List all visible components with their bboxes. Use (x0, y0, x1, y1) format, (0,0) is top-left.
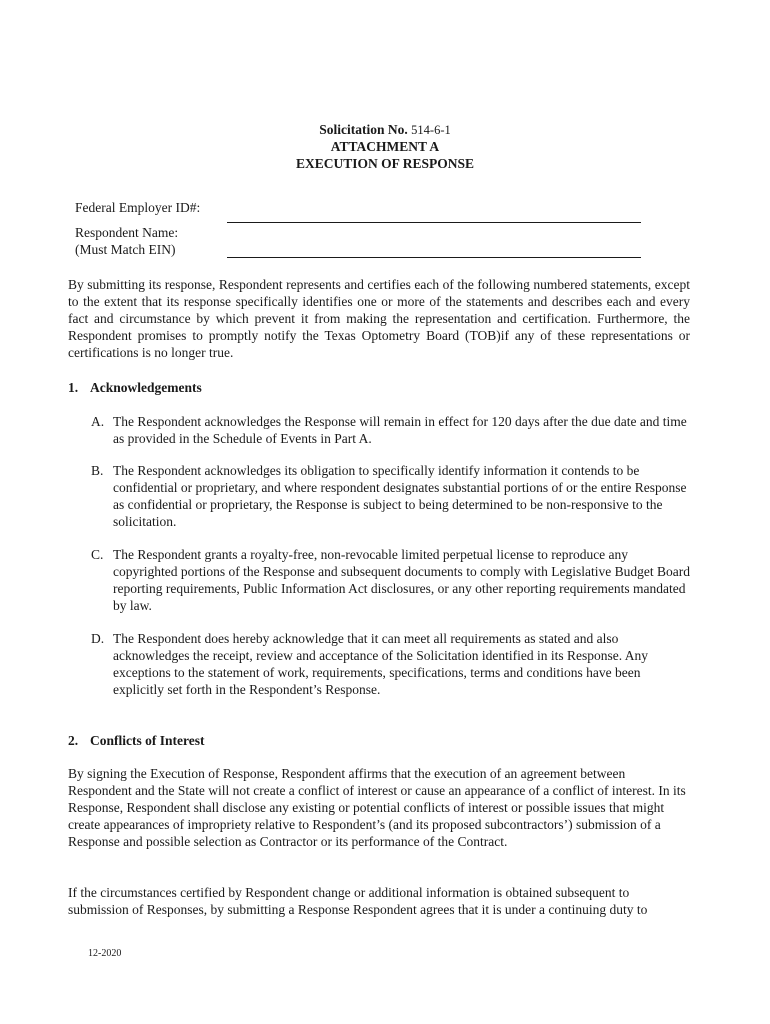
item-text: The Respondent acknowledges its obligation to specifically identify information it contends to be confidential or proprietary, and where respondent designates substantial portions of or the entire Response as confidential or proprietary, the Response is subject to being determined to be non-responsive to the solicitation. (113, 463, 687, 529)
acknowledgement-item-a (91, 413, 691, 447)
item-text: The Respondent acknowledges the Response will remain in effect for 120 days after the due date and time as provided in the Schedule of Events in Part A. (113, 414, 687, 446)
section-2-heading (68, 732, 204, 749)
acknowledgement-item-b (91, 462, 691, 530)
respondent-name-line[interactable] (227, 257, 641, 258)
section-2-number: 2. (68, 733, 79, 748)
section-1-title: Acknowledgements (90, 380, 202, 395)
revision-date: 12-2020 (88, 948, 122, 959)
conflicts-paragraph-2: If the circumstances certified by Respondent change or additional information is obtained subsequent to submission of Responses, by submitting a Response Respondent agrees that it is under a continuing duty to (68, 885, 648, 917)
document-title: EXECUTION OF RESPONSE (295, 156, 475, 171)
item-text: The Respondent grants a royalty-free, non-revocable limited perpetual license to reproduce any copyrighted portions of the Response and subsequent documents to comply with Legislative Budget Board reporting requirements, Public Information Act disclosures, or any other reporting requirements mandated by law. (113, 547, 691, 613)
section-1-number: 1. (68, 380, 79, 395)
section-1-heading (68, 379, 202, 396)
item-letter: A. (91, 414, 105, 429)
federal-employer-id-line[interactable] (227, 222, 641, 223)
item-letter: C. (91, 547, 104, 562)
item-text: The Respondent does hereby acknowledge that it can meet all requirements as stated and also acknowledges the receipt, review and acceptance of the Solicitation identified in its Response. Any exceptions to the statement of work, requirements, specifications, terms and conditions have been explicitly set forth in the Respondent’s Response. (113, 631, 648, 697)
solicitation-line (0, 121, 770, 139)
attachment-heading: ATTACHMENT A (330, 139, 440, 154)
section-2-title: Conflicts of Interest (90, 733, 205, 748)
acknowledgement-item-c (91, 546, 691, 614)
respondent-name-note: (Must Match EIN) (75, 242, 176, 257)
federal-employer-id-label: Federal Employer ID#: (75, 200, 201, 215)
solicitation-label: Solicitation No. (319, 122, 408, 137)
respondent-name-label: Respondent Name: (75, 225, 179, 240)
solicitation-number: 514-6-1 (411, 123, 451, 137)
item-letter: B. (91, 463, 104, 478)
acknowledgement-item-d (91, 630, 691, 698)
conflicts-paragraph-1: By signing the Execution of Response, Respondent affirms that the execution of an agreement between Respondent and the State will not create a conflict of interest or cause an appearance of a conflict of interest. In its Response, Respondent shall disclose any existing or potential conflicts of interest or possible issues that might create appearances of impropriety relative to Respondent’s (and its proposed subcontractors’) submission of a Response and possible selection as Contractor or its performance of the Contract. (68, 766, 686, 849)
item-letter: D. (91, 631, 105, 646)
intro-paragraph: By submitting its response, Respondent represents and certifies each of the following numbered statements, except to the extent that its response specifically identifies one or more of the statements and describes each and every fact and circumstance by which prevent it from making the representation and certification. Furthermore, the Respondent promises to promptly notify the Texas Optometry Board (TOB)if any of these representations or certifications is no longer true. (68, 277, 690, 360)
